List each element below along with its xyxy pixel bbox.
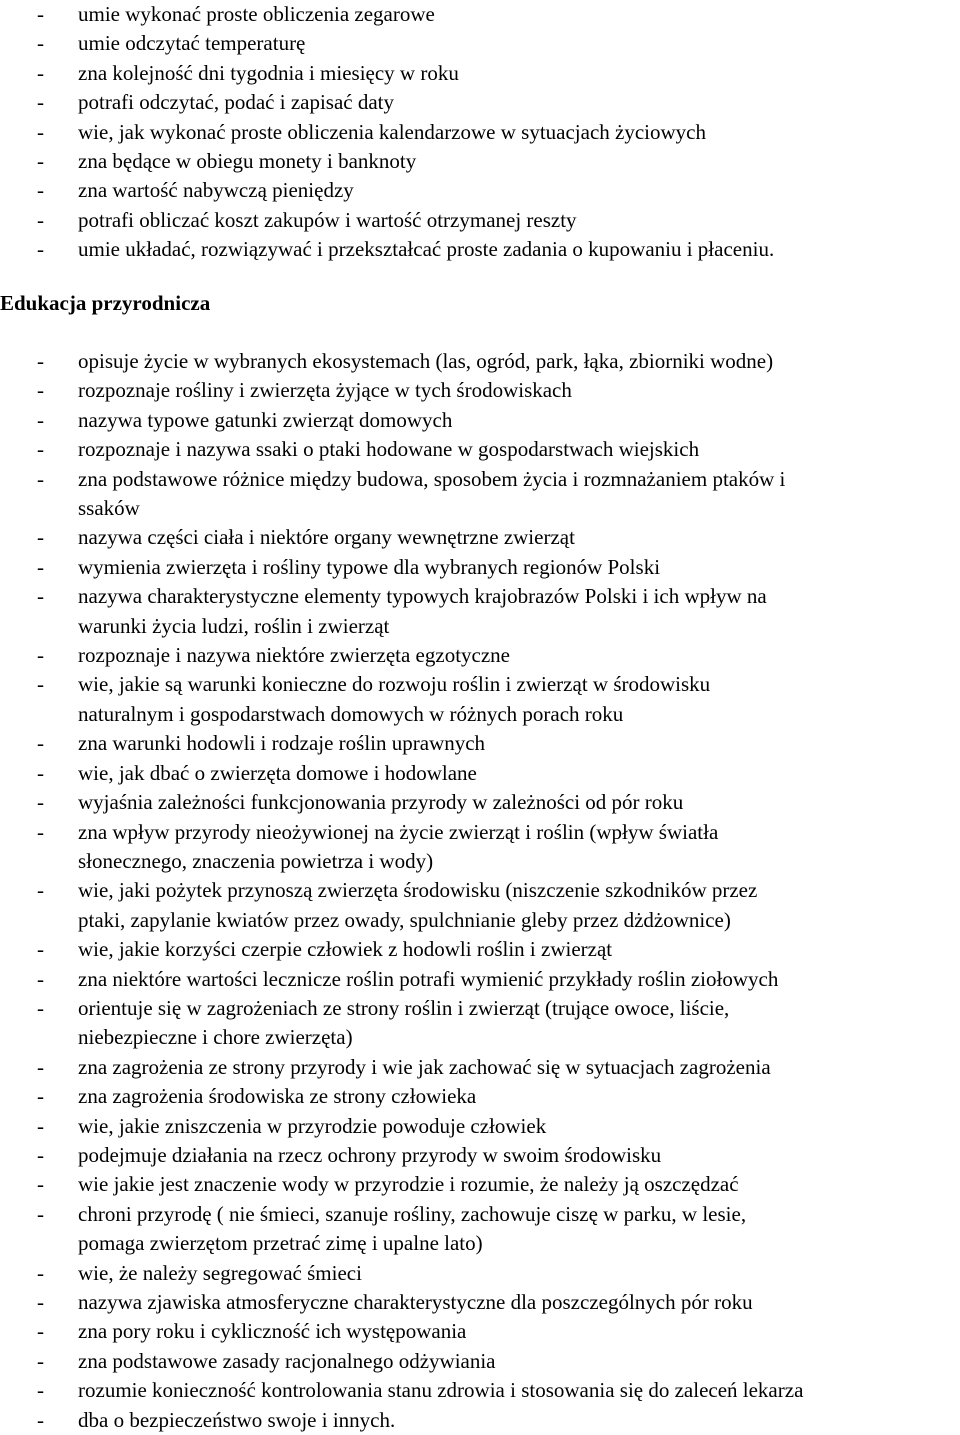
list-item-text: zna wartość nabywczą pieniędzy: [78, 178, 354, 203]
list-item-text: potrafi odczytać, podać i zapisać daty: [78, 90, 395, 115]
bullet-dash: -: [37, 525, 44, 550]
list-item-text: wie, jakie zniszczenia w przyrodzie powoduje człowiek: [78, 1113, 547, 1138]
list-item-text: zna pory roku i cykliczność ich występowania: [78, 1319, 467, 1344]
list-item-text: nazywa typowe gatunki zwierząt domowych: [78, 407, 453, 432]
bullet-dash: -: [37, 1054, 44, 1079]
list-item-text: potrafi obliczać koszt zakupów i wartość otrzymanej reszty: [78, 207, 577, 232]
bullet-dash: -: [37, 672, 44, 697]
math-skills-list: [0, 0, 960, 265]
list-item: [0, 88, 960, 117]
list-item: [0, 759, 960, 788]
list-item-text: pomaga zwierzętom przetrać zimę i upalne lato): [78, 1231, 483, 1256]
bullet-dash: -: [37, 2, 44, 26]
list-item: [0, 1347, 960, 1376]
list-item: [0, 59, 960, 88]
list-item: [0, 235, 960, 264]
list-item: [0, 118, 960, 147]
list-item: [0, 406, 960, 435]
bullet-dash: -: [37, 554, 44, 579]
list-item-text: umie wykonać proste obliczenia zegarowe: [78, 2, 435, 26]
list-item: [0, 29, 960, 58]
bullet-dash: -: [37, 1113, 44, 1138]
bullet-dash: -: [37, 349, 44, 373]
bullet-dash: -: [37, 1142, 44, 1167]
bullet-dash: -: [37, 149, 44, 174]
list-item-text: wie, że należy segregować śmieci: [78, 1260, 362, 1285]
bullet-dash: -: [37, 437, 44, 462]
bullet-dash: -: [37, 878, 44, 903]
list-item-text: zna podstawowe zasady racjonalnego odżywiania: [78, 1348, 496, 1373]
list-item-text: wie, jakie korzyści czerpie człowiek z hodowli roślin i zwierząt: [78, 937, 613, 962]
list-item: [0, 553, 960, 582]
list-item-text: opisuje życie w wybranych ekosystemach (las, ogród, park, łąka, zbiorniki wodne): [78, 349, 774, 373]
list-item-text: zna będące w obiegu monety i banknoty: [78, 149, 417, 174]
list-item: [0, 876, 960, 935]
list-item-text: rozpoznaje i nazywa ssaki o ptaki hodowane w gospodarstwach wiejskich: [78, 437, 700, 462]
list-item-text: wie, jak wykonać proste obliczenia kalendarzowe w sytuacjach życiowych: [78, 119, 706, 144]
bullet-dash: -: [37, 1378, 44, 1403]
bullet-dash: -: [37, 1260, 44, 1285]
bullet-dash: -: [37, 60, 44, 85]
list-item-text: zna podstawowe różnice między budowa, sposobem życia i rozmnażaniem ptaków i: [78, 466, 786, 491]
bullet-dash: -: [37, 466, 44, 491]
bullet-dash: -: [37, 1319, 44, 1344]
bullet-dash: -: [37, 90, 44, 115]
list-item: [0, 1053, 960, 1082]
list-item: [0, 818, 960, 877]
list-item-text: zna niektóre wartości lecznicze roślin potrafi wymienić przykłady roślin ziołowych: [78, 966, 779, 991]
list-item-text: zna wpływ przyrody nieożywionej na życie zwierząt i roślin (wpływ światła: [78, 819, 719, 844]
list-item-text: wyjaśnia zależności funkcjonowania przyrody w zależności od pór roku: [78, 790, 684, 815]
list-item-text: wie jakie jest znaczenie wody w przyrodzie i rozumie, że należy ją oszczędzać: [78, 1172, 739, 1197]
bullet-dash: -: [37, 237, 44, 262]
list-item-text: chroni przyrodę ( nie śmieci, szanuje rośliny, zachowuje ciszę w parku, w lesie,: [78, 1201, 747, 1226]
list-item: [0, 435, 960, 464]
bullet-dash: -: [37, 407, 44, 432]
list-item-text: niebezpieczne i chore zwierzęta): [78, 1025, 353, 1050]
list-item-text: naturalnym i gospodarstwach domowych w różnych porach roku: [78, 701, 624, 726]
list-item: [0, 347, 960, 376]
list-item: [0, 641, 960, 670]
bullet-dash: -: [37, 1348, 44, 1373]
list-item-text: nazywa części ciała i niektóre organy wewnętrzne zwierząt: [78, 525, 575, 550]
list-item-text: zna zagrożenia ze strony przyrody i wie jak zachować się w sytuacjach zagrożenia: [78, 1054, 771, 1079]
list-item: [0, 1376, 960, 1405]
list-item: [0, 935, 960, 964]
bullet-dash: -: [37, 178, 44, 203]
list-item-text: rozumie konieczność kontrolowania stanu zdrowia i stosowania się do zaleceń lekarza: [78, 1378, 804, 1403]
list-item: [0, 1288, 960, 1317]
bullet-dash: -: [37, 1172, 44, 1197]
bullet-dash: -: [37, 995, 44, 1020]
list-item: [0, 1406, 960, 1435]
list-item: [0, 729, 960, 758]
list-item: [0, 1112, 960, 1141]
list-item-text: nazywa charakterystyczne elementy typowych krajobrazów Polski i ich wpływ na: [78, 584, 767, 609]
list-item-text: rozpoznaje rośliny i zwierzęta żyjące w tych środowiskach: [78, 378, 572, 403]
bullet-dash: -: [37, 731, 44, 756]
list-item: [0, 788, 960, 817]
list-item: [0, 582, 960, 641]
list-item: [0, 1317, 960, 1346]
bullet-dash: -: [37, 1201, 44, 1226]
list-item: [0, 1200, 960, 1259]
list-item: [0, 1259, 960, 1288]
list-item-text: słonecznego, znaczenia powietrza i wody): [78, 848, 434, 873]
list-item: [0, 965, 960, 994]
list-item: [0, 1170, 960, 1199]
list-item-text: zna zagrożenia środowiska ze strony człowieka: [78, 1084, 477, 1109]
list-item-text: zna kolejność dni tygodnia i miesięcy w roku: [78, 60, 459, 85]
list-item-text: umie układać, rozwiązywać i przekształcać proste zadania o kupowaniu i płaceniu.: [78, 237, 775, 262]
list-item-text: zna warunki hodowli i rodzaje roślin uprawnych: [78, 731, 486, 756]
bullet-dash: -: [37, 584, 44, 609]
list-item-text: umie odczytać temperaturę: [78, 31, 306, 56]
list-item-text: wie, jakie są warunki konieczne do rozwoju roślin i zwierząt w środowisku: [78, 672, 711, 697]
list-item-text: ptaki, zapylanie kwiatów przez owady, spulchnianie gleby przez dżdżownice): [78, 907, 731, 932]
bullet-dash: -: [37, 1084, 44, 1109]
bullet-dash: -: [37, 1290, 44, 1314]
list-item: [0, 376, 960, 405]
list-item: [0, 670, 960, 729]
bullet-dash: -: [37, 31, 44, 56]
list-item: [0, 1141, 960, 1170]
list-item: [0, 465, 960, 524]
list-item-text: ssaków: [78, 496, 140, 521]
list-item-text: nazywa zjawiska atmosferyczne charakterystyczne dla poszczególnych pór roku: [78, 1290, 753, 1314]
list-item: [0, 1082, 960, 1111]
list-item-text: orientuje się w zagrożeniach ze strony roślin i zwierząt (trujące owoce, liście,: [78, 995, 730, 1020]
section-heading: Edukacja przyrodnicza: [0, 291, 211, 315]
list-item-text: podejmuje działania na rzecz ochrony przyrody w swoim środowisku: [78, 1142, 662, 1167]
list-item-text: wie, jak dbać o zwierzęta domowe i hodowlane: [78, 760, 477, 785]
list-item-text: rozpoznaje i nazywa niektóre zwierzęta egzotyczne: [78, 643, 510, 668]
list-item-text: dba o bezpieczeństwo swoje i innych.: [78, 1407, 396, 1432]
list-item-text: warunki życia ludzi, roślin i zwierząt: [78, 613, 390, 638]
list-item-text: wie, jaki pożytek przynoszą zwierzęta środowisku (niszczenie szkodników przez: [78, 878, 758, 903]
nature-skills-list: [0, 347, 960, 1435]
bullet-dash: -: [37, 760, 44, 785]
bullet-dash: -: [37, 643, 44, 668]
list-item: [0, 523, 960, 552]
list-item: [0, 147, 960, 176]
bullet-dash: -: [37, 207, 44, 232]
bullet-dash: -: [37, 819, 44, 844]
list-item-text: wymienia zwierzęta i rośliny typowe dla wybranych regionów Polski: [78, 554, 661, 579]
list-item: [0, 176, 960, 205]
bullet-dash: -: [37, 119, 44, 144]
bullet-dash: -: [37, 937, 44, 962]
bullet-dash: -: [37, 1407, 44, 1432]
bullet-dash: -: [37, 790, 44, 815]
bullet-dash: -: [37, 966, 44, 991]
bullet-dash: -: [37, 378, 44, 403]
list-item: [0, 994, 960, 1053]
list-item: [0, 0, 960, 29]
list-item: [0, 206, 960, 235]
